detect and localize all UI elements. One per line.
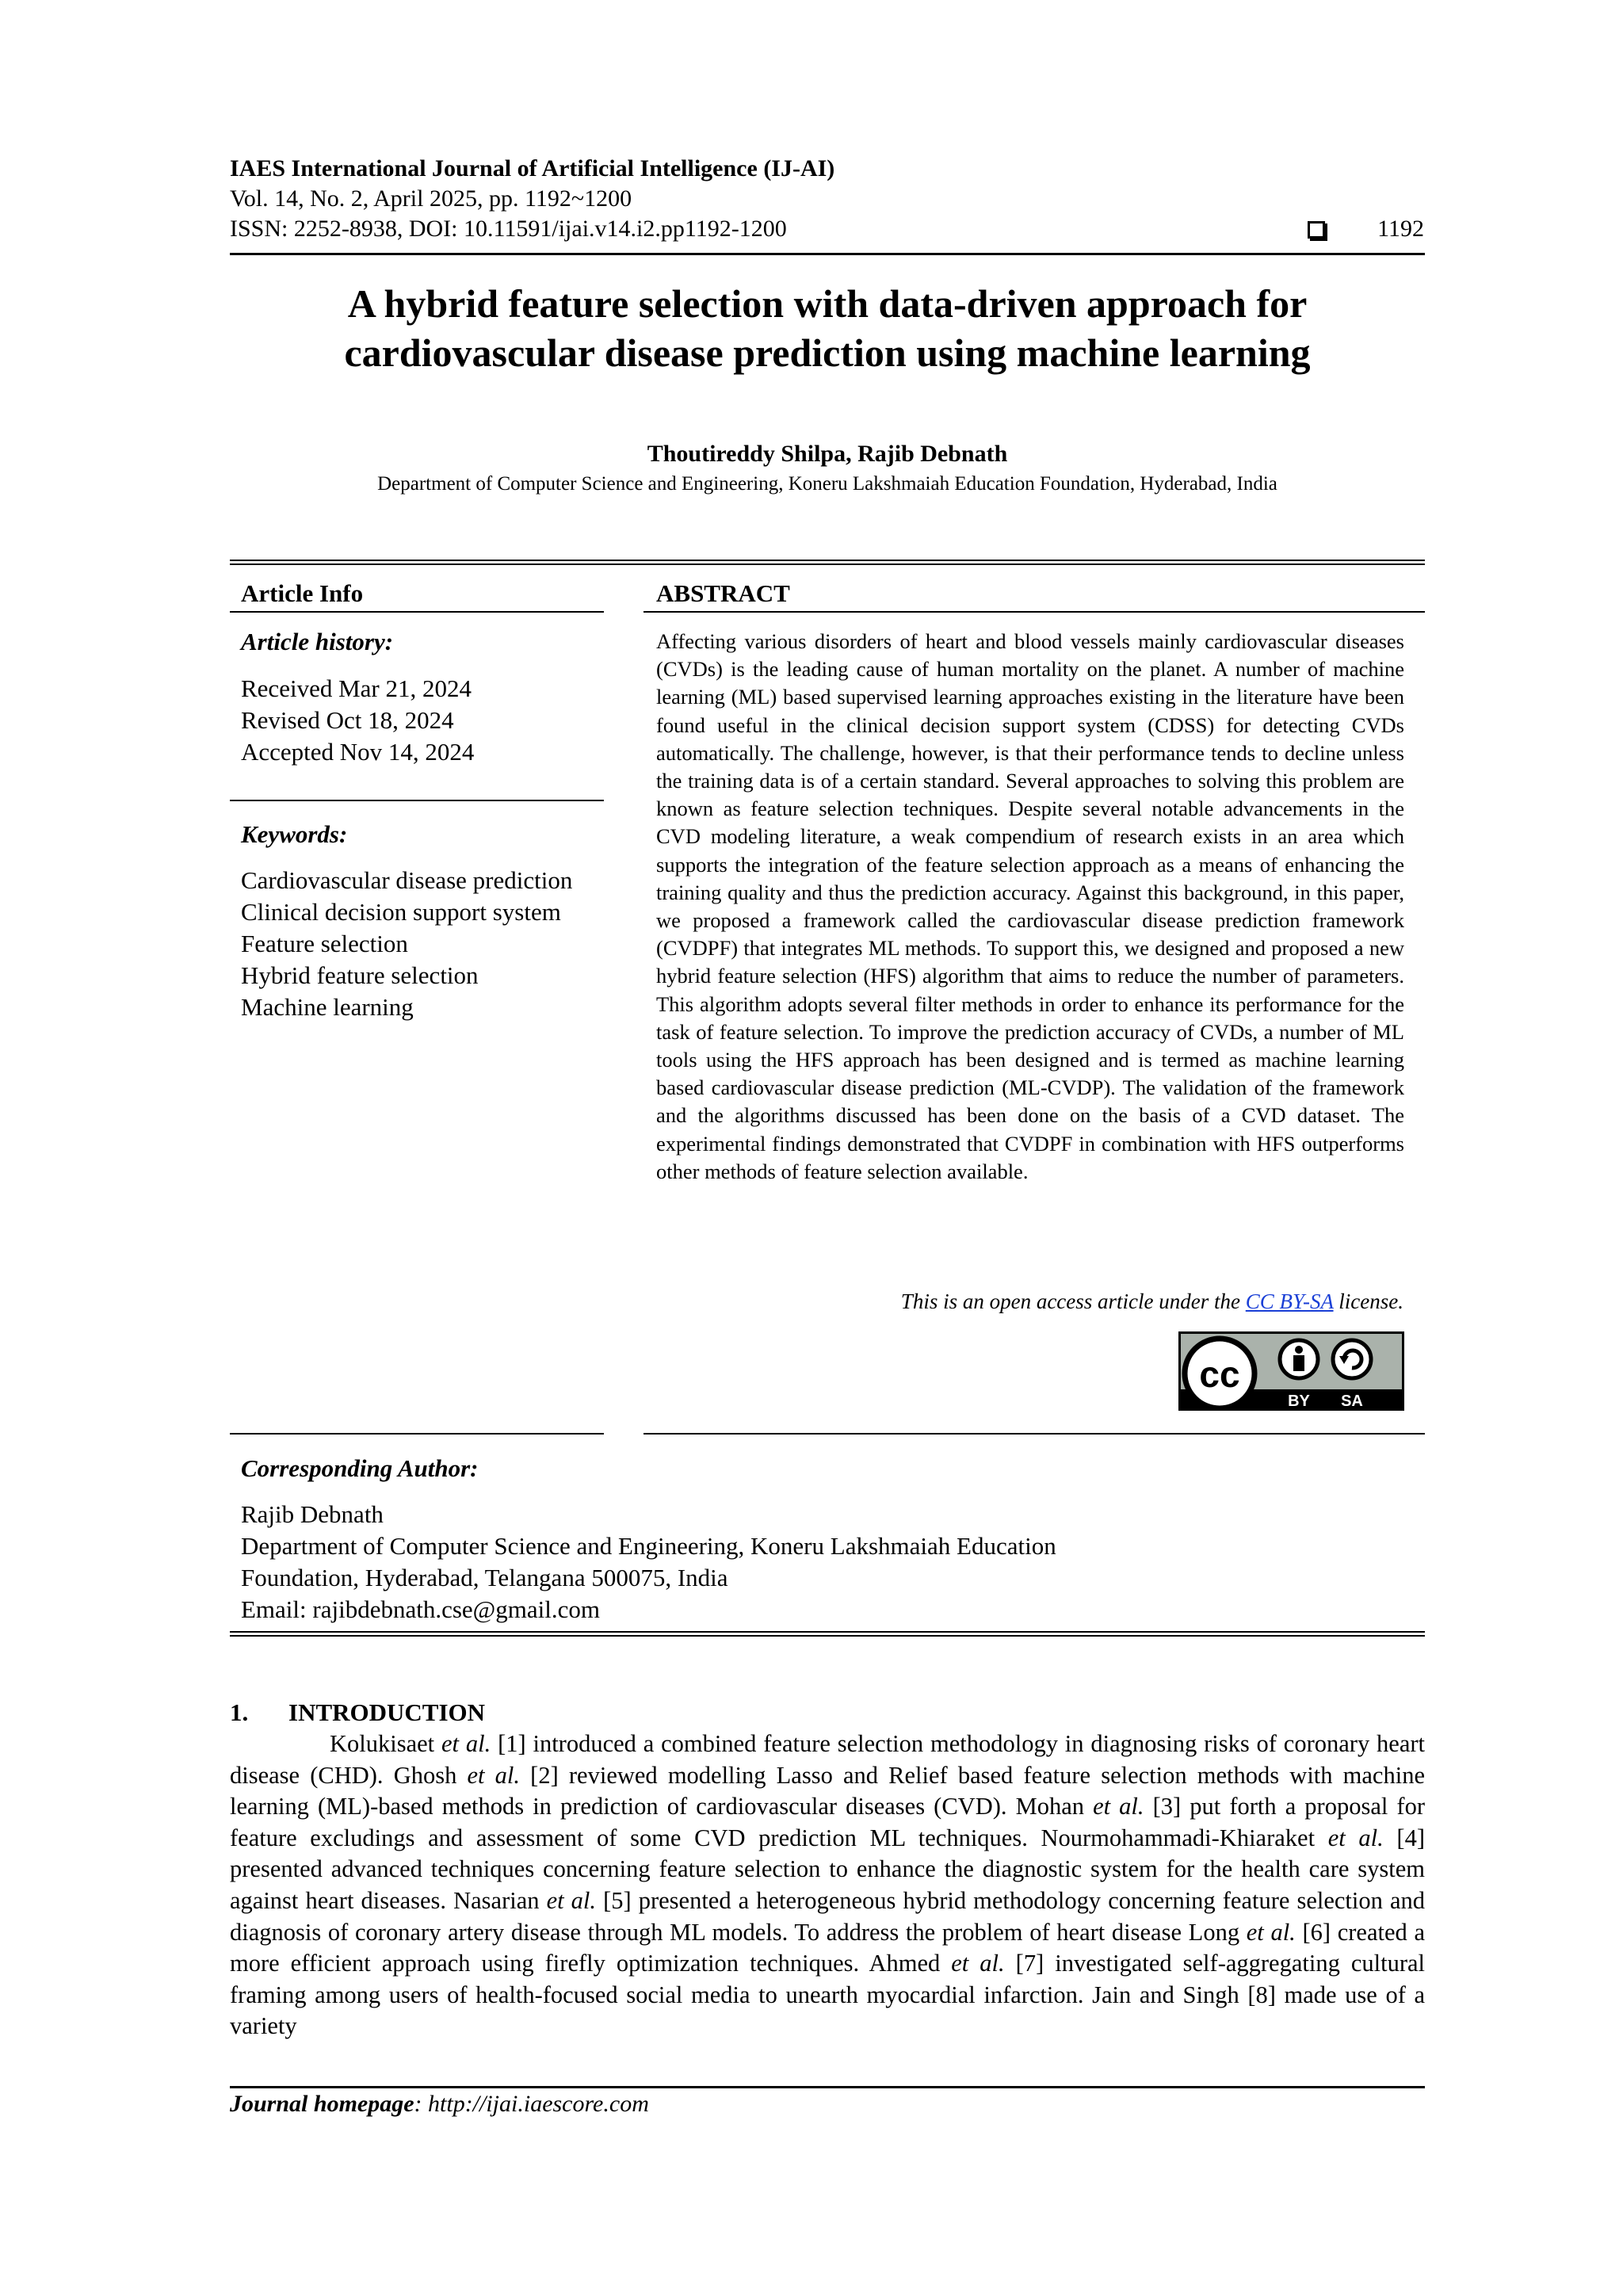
corresponding-heading: Corresponding Author: (241, 1454, 479, 1482)
license-prefix: This is an open access article under the (900, 1289, 1246, 1313)
info-top-rule (230, 560, 1425, 561)
accepted-date: Accepted Nov 14, 2024 (241, 738, 475, 766)
journal-homepage (230, 2090, 649, 2118)
title-line-1: A hybrid feature selection with data-driven approach for (347, 281, 1308, 326)
section-number: 1. (230, 1698, 249, 1726)
article-info-heading: Article Info (241, 579, 364, 607)
history-rule (230, 800, 604, 801)
revised-date: Revised Oct 18, 2024 (241, 706, 454, 734)
corresponding-name: Rajib Debnath (241, 1500, 384, 1528)
paper-authors: Thoutireddy Shilpa, Rajib Debnath (647, 441, 1008, 467)
header-rule (230, 253, 1425, 255)
homepage-url[interactable]: : http://ijai.iaescore.com (414, 2091, 649, 2117)
sa-label: SA (1341, 1392, 1363, 1410)
section-title: INTRODUCTION (288, 1698, 486, 1726)
journal-issn: ISSN: 2252-8938, DOI: 10.11591/ijai.v14.i2.pp1192-1200 (230, 216, 787, 242)
cc-logo-text: cc (1199, 1354, 1240, 1395)
corresponding-dept-1: Department of Computer Science and Engineering, Koneru Lakshmaiah Education (241, 1532, 1056, 1560)
corresponding-rule (230, 1631, 1425, 1633)
keyword-item: Cardiovascular disease prediction (241, 866, 573, 894)
journal-name: IAES International Journal of Artificial Intelligence (IJ-AI) (230, 155, 835, 181)
license-statement (901, 1289, 1403, 1314)
keyword-item: Clinical decision support system (241, 898, 561, 926)
page-box-icon (1308, 221, 1325, 239)
abstract-rule (643, 611, 1425, 613)
homepage-label: Journal homepage (230, 2091, 414, 2117)
cc-by-sa-badge-icon[interactable] (1178, 1331, 1404, 1411)
journal-volume: Vol. 14, No. 2, April 2025, pp. 1192~1200 (230, 185, 632, 212)
keywords-heading: Keywords: (241, 820, 348, 848)
corresponding-dept-2: Foundation, Hyderabad, Telangana 500075, India (241, 1564, 728, 1591)
paper-affiliation: Department of Computer Science and Engineering, Koneru Lakshmaiah Education Foundation, Hyderabad, India (377, 473, 1277, 495)
article-info-rule (230, 611, 604, 613)
received-date: Received Mar 21, 2024 (241, 674, 472, 702)
info-bottom-rule-right (643, 1433, 1425, 1435)
article-history-heading: Article history: (241, 628, 394, 655)
footer-rule (230, 2086, 1425, 2088)
sa-sharealike-icon (1333, 1340, 1371, 1378)
license-link[interactable]: CC BY-SA (1245, 1289, 1334, 1313)
introduction-heading (230, 1698, 485, 1727)
license-suffix: license. (1333, 1289, 1403, 1313)
keyword-item: Machine learning (241, 993, 414, 1021)
info-bottom-rule-left (230, 1433, 604, 1435)
corresponding-email: Email: rajibdebnath.cse@gmail.com (241, 1595, 600, 1623)
abstract-text: Affecting various disorders of heart and blood vessels mainly cardiovascular diseases (CVDs) is the leading cause of human mortality on the planet. A number of machine learning (ML) based supervised learning approaches existing in the literature have been found useful in the clinical decision support system (CDSS) for detecting CVDs automatically. The challenge, however, is that their performance tends to decline unless the training data is of a certain standard. Several approaches to solving this problem are known as feature selection techniques. Despite several notable advancements in the CVD modeling literature, a weak compendium of research exists in an area which supports the integration of the feature selection approach as a means of enhancing the training quality and thus the prediction accuracy. Against this background, in this paper, we proposed a framework called the cardiovascular disease prediction framework (CVDPF) that integrates ML methods. To support this, we designed and proposed a new hybrid feature selection (HFS) algorithm that aims to reduce the number of parameters. This algorithm adopts several filter methods in order to enhance its performance for the task of feature selection. To improve the prediction accuracy of CVDs, a number of ML tools using the HFS approach has been designed and is termed as machine learning based cardiovascular disease prediction (ML-CVDP). The validation of the framework and the algorithms discussed has been done on the basis of a CVD dataset. The experimental findings demonstrated that CVDPF in combination with HFS outperforms other methods of feature selection available. (656, 629, 1404, 1183)
introduction-text: Kolukisaet et al. [1] introduced a combined feature selection methodology in diagnosing risks of coronary heart disease (CHD). Ghosh et al. [2] reviewed modelling Lasso and Relief based feature selection methods with machine learning (ML)-based methods in prediction of cardiovascular diseases (CVD). Mohan et al. [3] put forth a proposal for feature excludings and assessment of some CVD prediction ML techniques. Nourmohammadi-Khiaraket et al. [4] presented advanced techniques concerning feature selection to enhance the diagnostic system for the health care system against heart diseases. Nasarian et al. [5] presented a heterogeneous hybrid methodology concerning feature selection and diagnosis of coronary artery disease through ML models. To address the problem of heart disease Long et al. [6] created a more efficient approach using firefly optimization techniques. Ahmed et al. [7] investigated self-aggregating cultural framing among users of health-focused social media to unearth myocardial infarction. Jain and Singh [8] made use of a variety (230, 1730, 1425, 2040)
by-label: BY (1288, 1392, 1310, 1410)
abstract-heading: ABSTRACT (656, 579, 790, 607)
keyword-item: Feature selection (241, 930, 408, 957)
keyword-item: Hybrid feature selection (241, 961, 479, 989)
page-number: 1192 (1377, 216, 1424, 242)
title-line-2: cardiovascular disease prediction using machine learning (344, 330, 1311, 375)
info-top-rule-2 (230, 563, 1425, 565)
corresponding-rule-2 (230, 1635, 1425, 1637)
paper-title (230, 279, 1425, 377)
